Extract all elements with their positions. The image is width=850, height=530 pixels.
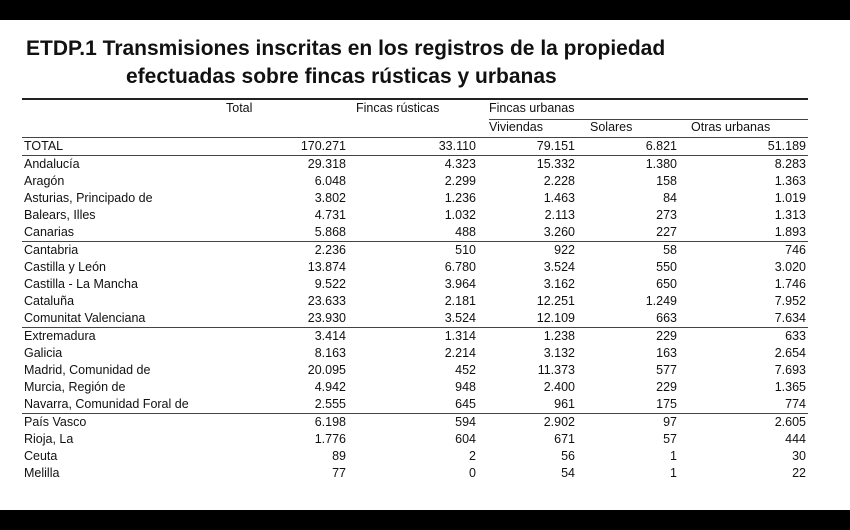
cell-total: 3.414 bbox=[314, 329, 346, 343]
cell-rusticas: 2.181 bbox=[444, 294, 476, 308]
cell-solares: 57 bbox=[663, 432, 677, 446]
table-row bbox=[22, 293, 808, 310]
row-label: Balears, Illes bbox=[24, 208, 96, 222]
cell-viviendas: 1.238 bbox=[543, 329, 575, 343]
cell-rusticas: 510 bbox=[455, 243, 476, 257]
table-body bbox=[22, 137, 808, 482]
table-row bbox=[22, 379, 808, 396]
cell-rusticas: 2.214 bbox=[444, 346, 476, 360]
cell-viviendas: 671 bbox=[554, 432, 575, 446]
cell-total: 89 bbox=[332, 449, 346, 463]
table-row bbox=[22, 465, 808, 482]
cell-solares: 663 bbox=[656, 311, 677, 325]
cell-solares: 163 bbox=[656, 346, 677, 360]
cell-rusticas: 0 bbox=[469, 466, 476, 480]
row-label: Castilla y León bbox=[24, 260, 106, 274]
title-line-1: ETDP.1 Transmisiones inscritas en los registros de la propiedad bbox=[26, 37, 666, 60]
table-row bbox=[22, 345, 808, 362]
row-label: Canarias bbox=[24, 225, 75, 239]
row-label: Madrid, Comunidad de bbox=[24, 363, 151, 377]
cell-viviendas: 3.260 bbox=[543, 225, 575, 239]
cell-viviendas: 11.373 bbox=[537, 363, 575, 377]
table-row bbox=[22, 155, 808, 173]
cell-total: 6.048 bbox=[314, 174, 346, 188]
table-row bbox=[22, 259, 808, 276]
row-label: Cantabria bbox=[24, 243, 79, 257]
header-rusticas: Fincas rústicas bbox=[356, 101, 440, 115]
cell-otras: 633 bbox=[785, 329, 806, 343]
cell-viviendas: 3.524 bbox=[543, 260, 575, 274]
document-page bbox=[0, 20, 850, 510]
cell-rusticas: 488 bbox=[455, 225, 476, 239]
cell-otras: 1.746 bbox=[774, 277, 806, 291]
table-row bbox=[22, 276, 808, 293]
cell-rusticas: 33.110 bbox=[438, 139, 476, 153]
cell-solares: 84 bbox=[663, 191, 677, 205]
cell-viviendas: 12.251 bbox=[536, 294, 575, 308]
row-label: Galicia bbox=[24, 346, 63, 360]
table-row bbox=[22, 207, 808, 224]
table-row bbox=[22, 310, 808, 327]
cell-viviendas: 3.132 bbox=[543, 346, 575, 360]
cell-viviendas: 922 bbox=[554, 243, 575, 257]
title-line-2: efectuadas sobre fincas rústicas y urbanas bbox=[126, 65, 557, 88]
cell-viviendas: 79.151 bbox=[536, 139, 575, 153]
cell-rusticas: 1.314 bbox=[444, 329, 476, 343]
row-label: TOTAL bbox=[24, 139, 64, 153]
row-label: Navarra, Comunidad Foral de bbox=[24, 397, 189, 411]
cell-rusticas: 604 bbox=[455, 432, 476, 446]
row-label: Rioja, La bbox=[24, 432, 74, 446]
cell-otras: 444 bbox=[785, 432, 806, 446]
cell-rusticas: 2.299 bbox=[444, 174, 476, 188]
row-label: Cataluña bbox=[24, 294, 75, 308]
cell-viviendas: 2.902 bbox=[543, 415, 575, 429]
cell-otras: 1.313 bbox=[774, 208, 806, 222]
cell-solares: 1.380 bbox=[645, 157, 677, 171]
row-label: Castilla - La Mancha bbox=[24, 277, 138, 291]
cell-total: 6.198 bbox=[314, 415, 346, 429]
cell-viviendas: 1.463 bbox=[543, 191, 575, 205]
table-row bbox=[22, 396, 808, 413]
cell-solares: 1 bbox=[670, 449, 677, 463]
cell-solares: 229 bbox=[656, 329, 677, 343]
cell-total: 2.555 bbox=[314, 397, 346, 411]
row-label: País Vasco bbox=[24, 415, 87, 429]
cell-otras: 22 bbox=[792, 466, 806, 480]
page-title bbox=[26, 35, 665, 91]
cell-total: 170.271 bbox=[300, 139, 346, 153]
cell-viviendas: 961 bbox=[554, 397, 575, 411]
cell-otras: 1.365 bbox=[774, 380, 806, 394]
table-row bbox=[22, 190, 808, 207]
cell-otras: 1.893 bbox=[774, 225, 806, 239]
header-viviendas: Viviendas bbox=[489, 120, 543, 134]
table-row bbox=[22, 173, 808, 190]
cell-otras: 1.363 bbox=[774, 174, 806, 188]
row-label: Extremadura bbox=[24, 329, 96, 343]
header-otras: Otras urbanas bbox=[691, 120, 771, 134]
cell-solares: 227 bbox=[656, 225, 677, 239]
header-solares: Solares bbox=[590, 120, 633, 134]
row-label: Comunitat Valenciana bbox=[24, 311, 146, 325]
cell-solares: 158 bbox=[656, 174, 677, 188]
cell-otras: 2.654 bbox=[774, 346, 806, 360]
cell-rusticas: 948 bbox=[455, 380, 476, 394]
cell-viviendas: 2.228 bbox=[543, 174, 575, 188]
table-row bbox=[22, 413, 808, 431]
cell-total: 13.874 bbox=[307, 260, 346, 274]
header-urbanas: Fincas urbanas bbox=[489, 101, 575, 115]
cell-viviendas: 15.332 bbox=[536, 157, 575, 171]
cell-solares: 273 bbox=[656, 208, 677, 222]
cell-rusticas: 3.524 bbox=[444, 311, 476, 325]
cell-rusticas: 3.964 bbox=[444, 277, 476, 291]
cell-viviendas: 3.162 bbox=[543, 277, 575, 291]
cell-rusticas: 4.323 bbox=[444, 157, 476, 171]
cell-solares: 650 bbox=[656, 277, 677, 291]
cell-rusticas: 6.780 bbox=[444, 260, 476, 274]
cell-viviendas: 56 bbox=[561, 449, 575, 463]
cell-rusticas: 1.236 bbox=[444, 191, 476, 205]
table-row bbox=[22, 431, 808, 448]
table-row-total bbox=[22, 137, 808, 155]
table-row bbox=[22, 448, 808, 465]
cell-solares: 1.249 bbox=[645, 294, 677, 308]
table-row bbox=[22, 224, 808, 241]
cell-solares: 97 bbox=[663, 415, 677, 429]
cell-otras: 7.634 bbox=[774, 311, 806, 325]
cell-solares: 1 bbox=[670, 466, 677, 480]
cell-total: 29.318 bbox=[307, 157, 346, 171]
cell-otras: 1.019 bbox=[774, 191, 806, 205]
cell-rusticas: 2 bbox=[469, 449, 476, 463]
cell-viviendas: 12.109 bbox=[536, 311, 575, 325]
cell-otras: 2.605 bbox=[774, 415, 806, 429]
cell-rusticas: 452 bbox=[455, 363, 476, 377]
cell-total: 1.776 bbox=[314, 432, 346, 446]
cell-rusticas: 645 bbox=[455, 397, 476, 411]
row-label: Aragón bbox=[24, 174, 65, 188]
data-table bbox=[22, 98, 808, 482]
cell-otras: 746 bbox=[785, 243, 806, 257]
cell-total: 8.163 bbox=[314, 346, 346, 360]
cell-total: 4.731 bbox=[314, 208, 346, 222]
cell-solares: 58 bbox=[663, 243, 677, 257]
row-label: Murcia, Región de bbox=[24, 380, 126, 394]
cell-viviendas: 2.400 bbox=[543, 380, 575, 394]
cell-total: 9.522 bbox=[314, 277, 346, 291]
cell-total: 20.095 bbox=[307, 363, 346, 377]
table-row bbox=[22, 327, 808, 345]
row-label: Melilla bbox=[24, 466, 60, 480]
cell-total: 77 bbox=[332, 466, 346, 480]
cell-total: 4.942 bbox=[314, 380, 346, 394]
cell-otras: 774 bbox=[785, 397, 806, 411]
row-label: Asturias, Principado de bbox=[24, 191, 153, 205]
cell-total: 3.802 bbox=[314, 191, 346, 205]
cell-otras: 7.693 bbox=[774, 363, 806, 377]
row-label: Ceuta bbox=[24, 449, 58, 463]
cell-otras: 7.952 bbox=[774, 294, 806, 308]
cell-otras: 3.020 bbox=[774, 260, 806, 274]
cell-otras: 30 bbox=[792, 449, 806, 463]
cell-total: 5.868 bbox=[314, 225, 346, 239]
cell-viviendas: 54 bbox=[561, 466, 575, 480]
row-label: Andalucía bbox=[24, 157, 80, 171]
cell-viviendas: 2.113 bbox=[544, 208, 575, 222]
cell-solares: 577 bbox=[656, 363, 677, 377]
header-row-1 bbox=[22, 100, 808, 119]
table-row bbox=[22, 362, 808, 379]
cell-solares: 229 bbox=[656, 380, 677, 394]
header-row-2 bbox=[22, 119, 808, 137]
cell-solares: 175 bbox=[656, 397, 677, 411]
table-row bbox=[22, 241, 808, 259]
cell-rusticas: 1.032 bbox=[444, 208, 476, 222]
cell-total: 2.236 bbox=[314, 243, 346, 257]
cell-rusticas: 594 bbox=[455, 415, 476, 429]
cell-total: 23.930 bbox=[307, 311, 346, 325]
cell-solares: 6.821 bbox=[645, 139, 677, 153]
cell-solares: 550 bbox=[656, 260, 677, 274]
cell-otras: 8.283 bbox=[774, 157, 806, 171]
cell-total: 23.633 bbox=[307, 294, 346, 308]
cell-otras: 51.189 bbox=[767, 139, 806, 153]
header-total: Total bbox=[226, 101, 253, 115]
